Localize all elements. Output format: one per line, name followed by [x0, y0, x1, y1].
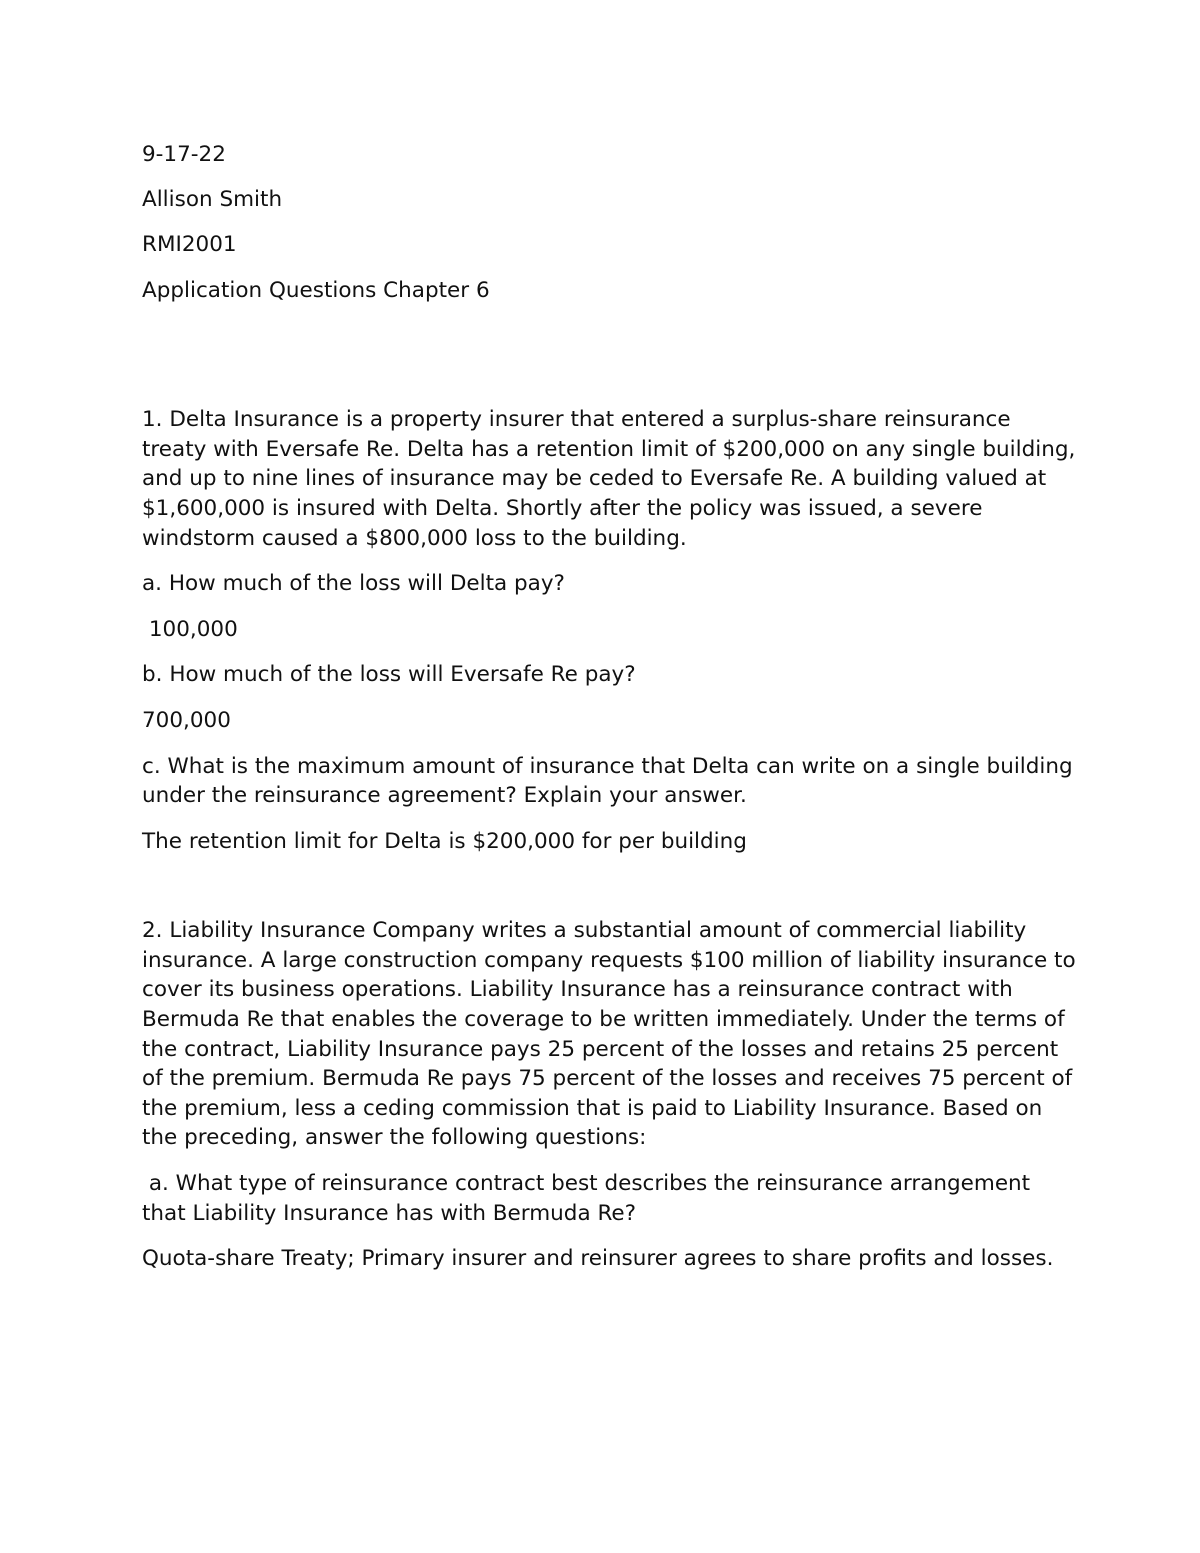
- document-page: [142, 140, 1077, 1274]
- question-2a: a. What type of reinsurance contract best describes the reinsurance arrangement that Liability Insurance has with Bermuda Re?: [142, 1171, 1037, 1226]
- document-date: 9-17-22: [142, 142, 226, 167]
- question-1a: a. How much of the loss will Delta pay?: [142, 571, 565, 597]
- student-name: Allison Smith: [142, 187, 283, 213]
- question-1-prompt: 1. Delta Insurance is a property insurer that entered a surplus-share reinsurance treaty with Eversafe Re. Delta has a retention limit of $200,000 on any single building, and up to nine lines of insurance may be ceded to Eversafe Re. A building valued at $1,600,000 is insured with Delta. Shortly after the policy was issued, a severe windstorm caused a $800,000 loss to the building.: [142, 407, 1076, 551]
- answer-1a: 100,000: [142, 616, 238, 642]
- question-1: [142, 405, 1077, 856]
- question-2-prompt: 2. Liability Insurance Company writes a substantial amount of commercial liability insurance. A large construction company requests $100 million of liability insurance to cover its business operations. Liability Insurance has a reinsurance contract with Bermuda Re that enables the coverage to be written immediately. Under the terms of the contract, Liability Insurance pays 25 percent of the losses and retains 25 percent of the premium. Bermuda Re pays 75 percent of the losses and receives 75 percent of the premium, less a ceding commission that is paid to Liability Insurance. Based on the preceding, answer the following questions:: [142, 918, 1076, 1151]
- answer-1c: The retention limit for Delta is $200,000 for per building: [142, 828, 747, 854]
- course-code: RMI2001: [142, 232, 237, 258]
- assignment-title: Application Questions Chapter 6: [142, 277, 490, 303]
- question-2: [142, 916, 1077, 1274]
- question-1b: b. How much of the loss will Eversafe Re pay?: [142, 662, 636, 688]
- answer-2a: Quota-share Treaty; Primary insurer and reinsurer agrees to share profits and losses.: [142, 1246, 1054, 1272]
- answer-1b: 700,000: [142, 707, 231, 733]
- question-1c: c. What is the maximum amount of insurance that Delta can write on a single building under the reinsurance agreement? Explain your answer.: [142, 753, 1073, 809]
